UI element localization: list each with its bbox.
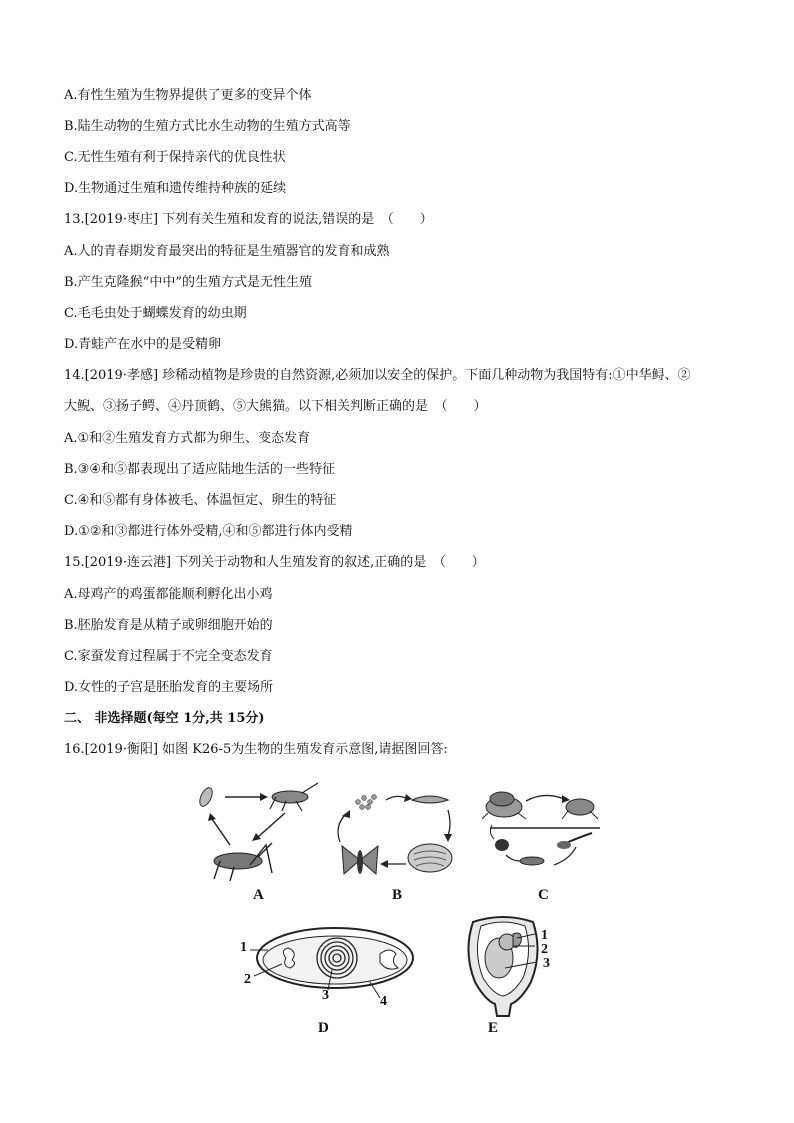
label-b: B bbox=[392, 887, 403, 903]
option-15c: C.家蚕发育过程属于不完全变态发育 bbox=[64, 649, 273, 664]
egg-number-3: 3 bbox=[322, 988, 329, 1003]
option-12b: B.陆生动物的生殖方式比水生动物的生殖方式高等 bbox=[64, 119, 351, 134]
eggs-icon bbox=[356, 795, 377, 810]
fetus-number-3: 3 bbox=[543, 956, 550, 971]
frog-eggs-icon bbox=[495, 839, 509, 851]
label-d: D bbox=[318, 1020, 329, 1036]
option-13b: B.产生克隆猴“中中”的生殖方式是无性生殖 bbox=[64, 275, 312, 290]
question-16: 16.[2019·衡阳] 如图 K26-5为生物的生殖发育示意图,请据图回答: bbox=[64, 742, 448, 757]
adult-grasshopper-icon bbox=[214, 843, 272, 881]
question-13: 13.[2019·枣庄] 下列有关生殖和发育的说法,错误的是 （ ） bbox=[64, 212, 433, 227]
tadpole-icon bbox=[566, 833, 592, 843]
question-14-cont: 大鲵、③扬子鳄、④丹顶鹤、⑤大熊猫。以下相关判断正确的是 （ ） bbox=[64, 399, 487, 414]
question-14: 14.[2019·孝感] 珍稀动植物是珍贵的自然资源,必须加以安全的保护。下面几种动物为我国特有:①中华鲟、② bbox=[64, 368, 691, 383]
option-13a: A.人的青春期发育最突出的特征是生殖器官的发育和成熟 bbox=[64, 244, 390, 259]
option-14c: C.④和⑤都有身体被毛、体温恒定、卵生的特征 bbox=[64, 493, 337, 508]
label-c: C bbox=[538, 887, 549, 903]
section-heading: 二、 非选择题(每空 1分,共 15分) bbox=[64, 711, 265, 726]
option-13c: C.毛毛虫处于蝴蝶发育的幼虫期 bbox=[64, 306, 247, 321]
figure-a-grasshopper-cycle bbox=[190, 775, 330, 885]
question-15: 15.[2019·连云港] 下列关于动物和人生殖发育的叙述,正确的是 （ ） bbox=[64, 555, 485, 570]
moth-icon bbox=[342, 846, 378, 874]
larva-icon bbox=[412, 796, 448, 803]
option-15a: A.母鸡产的鸡蛋都能顺利孵化出小鸡 bbox=[64, 587, 273, 602]
egg-number-1: 1 bbox=[240, 940, 247, 955]
figure-b-silkworm-cycle bbox=[330, 780, 460, 885]
option-12a: A.有性生殖为生物界提供了更多的变异个体 bbox=[64, 88, 312, 103]
option-12d: D.生物通过生殖和遗传维持种族的延续 bbox=[64, 181, 287, 196]
fetus-number-2: 2 bbox=[541, 942, 548, 957]
option-14b: B.③④和⑤都表现出了适应陆地生活的一些特征 bbox=[64, 462, 335, 477]
label-e: E bbox=[488, 1020, 499, 1036]
figure-d-bird-egg bbox=[240, 918, 420, 1018]
option-15b: B.胚胎发育是从精子或卵细胞开始的 bbox=[64, 618, 273, 633]
nymph-grasshopper-icon bbox=[270, 783, 318, 811]
option-14a: A.①和②生殖发育方式都为卵生、变态发育 bbox=[64, 431, 311, 446]
figure-c-frog-cycle bbox=[480, 775, 610, 885]
option-14d: D.①②和③都进行体外受精,④和⑤都进行体内受精 bbox=[64, 524, 353, 539]
cocoon-icon bbox=[408, 844, 452, 872]
egg-icon bbox=[197, 786, 215, 808]
egg-number-4: 4 bbox=[380, 994, 387, 1009]
fetus-number-1: 1 bbox=[541, 928, 548, 943]
adult-frog-icon bbox=[562, 799, 598, 819]
option-12c: C.无性生殖有利于保持亲代的优良性状 bbox=[64, 150, 286, 165]
option-15d: D.女性的子宫是胚胎发育的主要场所 bbox=[64, 680, 274, 695]
option-13d: D.青蛙产在水中的是受精卵 bbox=[64, 337, 222, 352]
label-a: A bbox=[253, 887, 264, 903]
egg-number-2: 2 bbox=[244, 972, 251, 987]
tadpole-icon-2 bbox=[520, 857, 544, 865]
frog-pair-icon bbox=[482, 792, 526, 819]
